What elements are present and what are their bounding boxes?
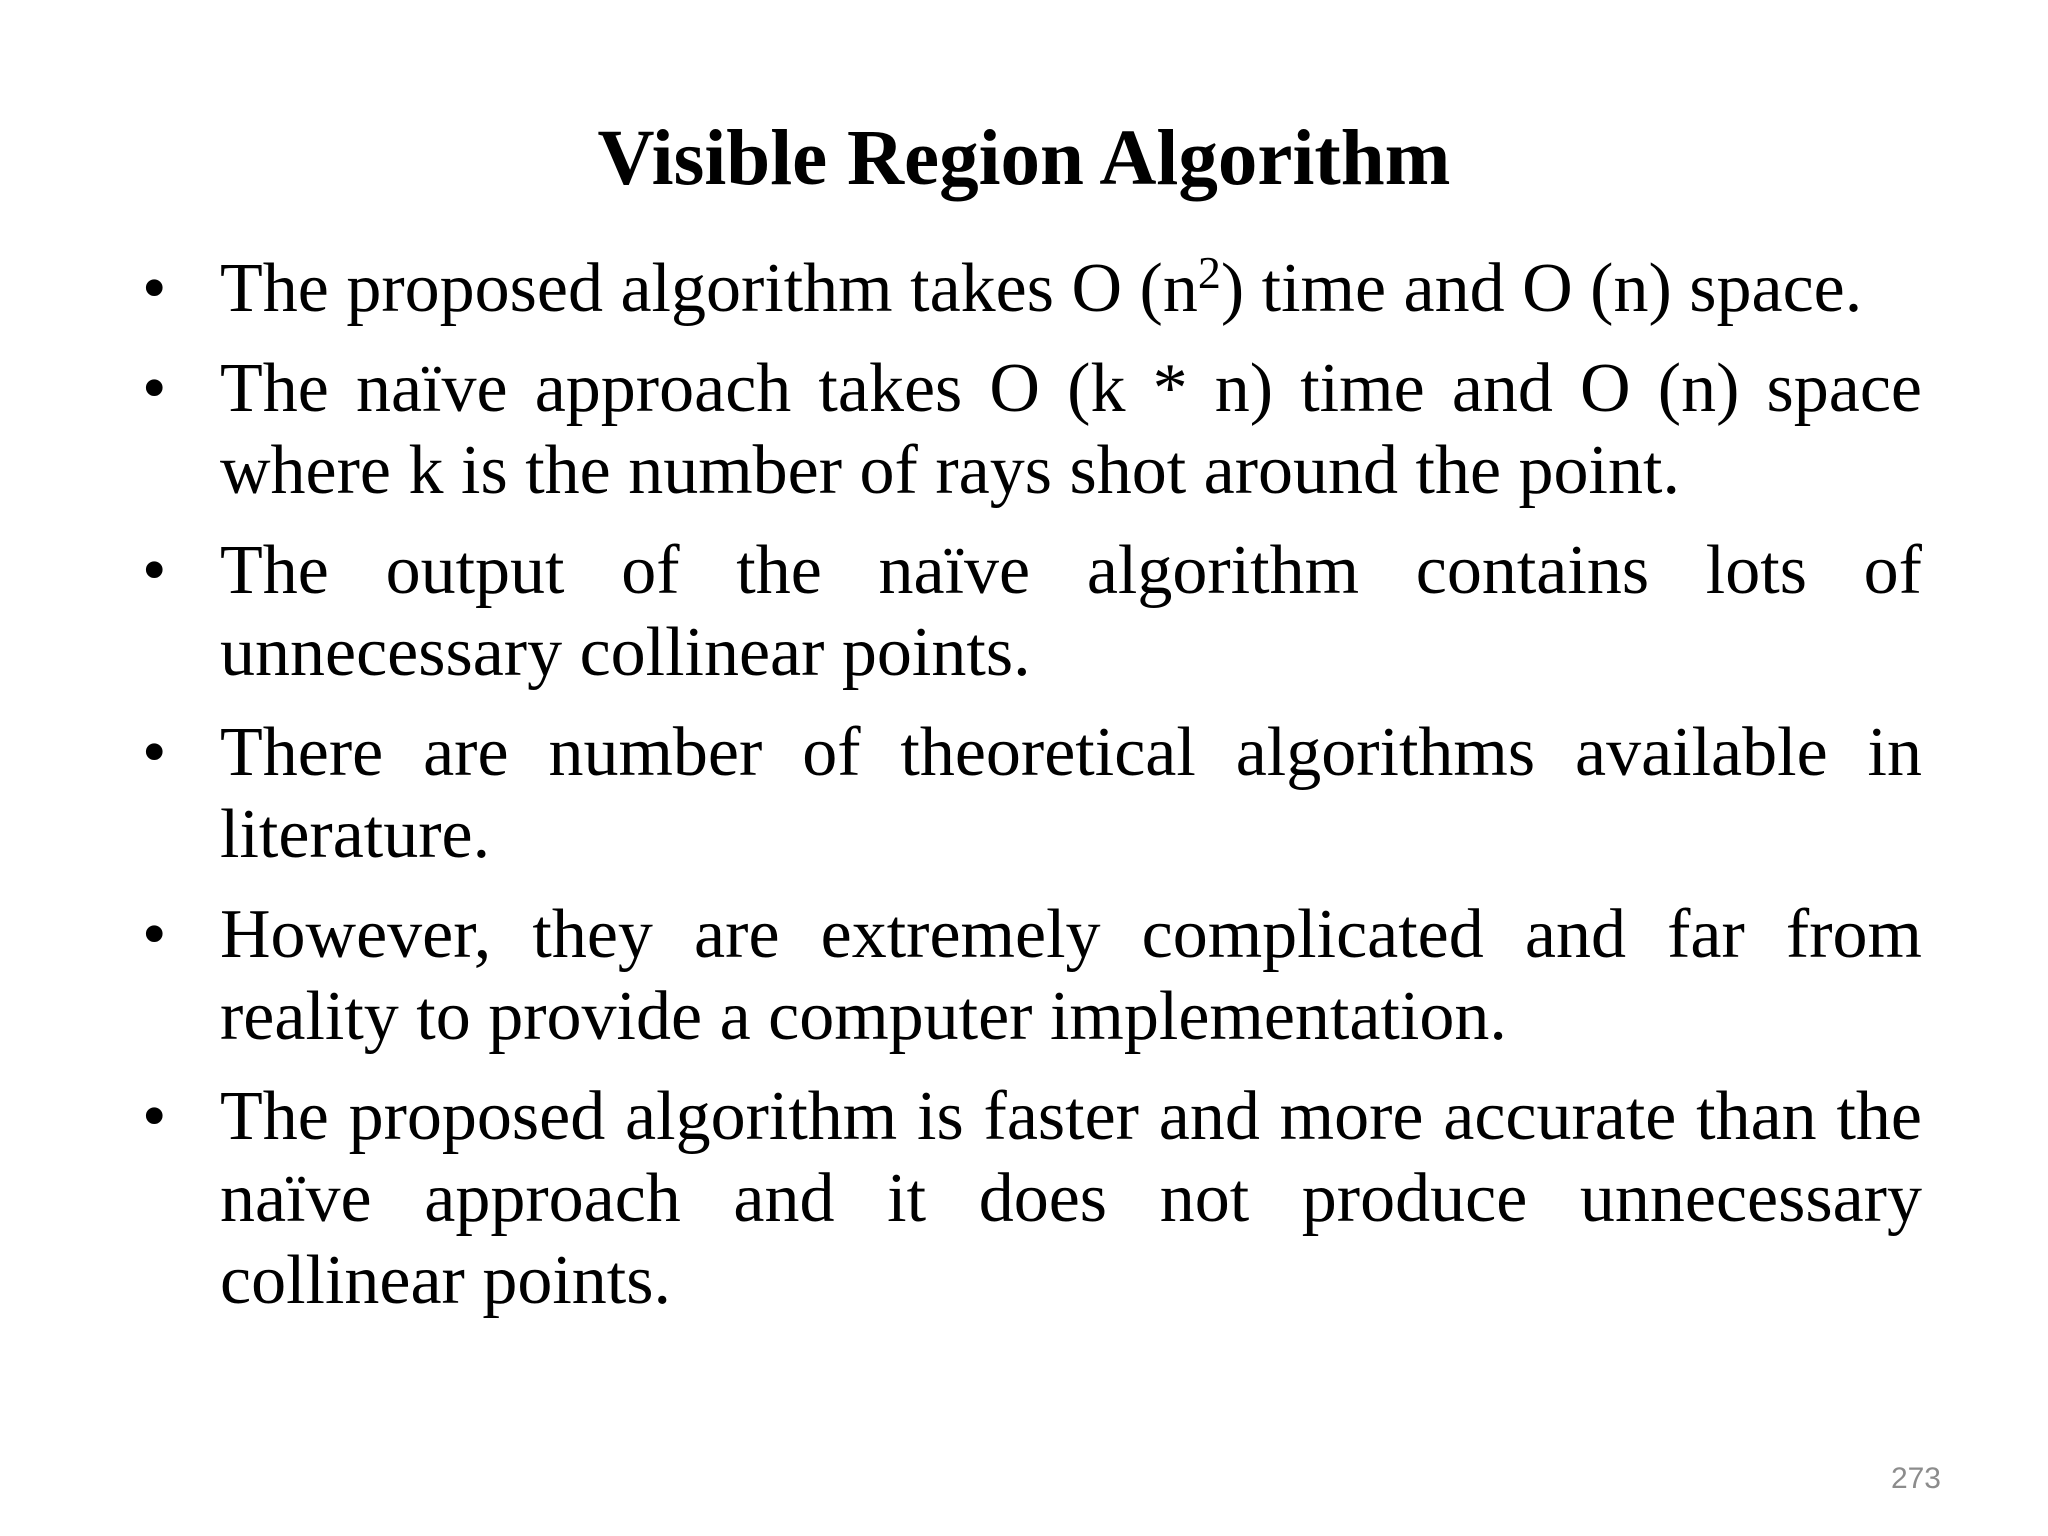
bullet-text [220,247,1863,327]
bullet-icon: • [142,1078,167,1155]
bullet-item [142,348,1922,512]
bullet-text-part: The proposed algorithm takes O (n [220,250,1198,327]
bullet-item [142,1076,1922,1322]
bullet-icon: • [142,896,167,973]
bullet-item [142,530,1922,694]
bullet-item [142,248,1922,330]
bullet-icon: • [142,250,167,327]
bullet-item [142,894,1922,1058]
bullet-text: The proposed algorithm is faster and more accurate than the naïve approach and it does not produce unnecessary collinear points. [220,1078,1922,1319]
bullet-icon: • [142,350,167,427]
bullet-list [142,248,1922,1340]
bullet-text: There are number of theoretical algorithms available in literature. [220,714,1922,873]
bullet-text: However, they are extremely complicated and far from reality to provide a computer implementation. [220,896,1922,1055]
bullet-text-part: ) time and O (n) space. [1220,250,1863,327]
bullet-icon: • [142,532,167,609]
bullet-text: The naïve approach takes O (k * n) time and O (n) space where k is the number of rays shot around the point. [220,350,1922,509]
bullet-icon: • [142,714,167,791]
page-number: 273 [1890,1462,1941,1495]
bullet-text: The output of the naïve algorithm contains lots of unnecessary collinear points. [220,532,1922,691]
bullet-item [142,712,1922,876]
superscript: 2 [1197,247,1221,298]
slide-title: Visible Region Algorithm [597,115,1451,202]
